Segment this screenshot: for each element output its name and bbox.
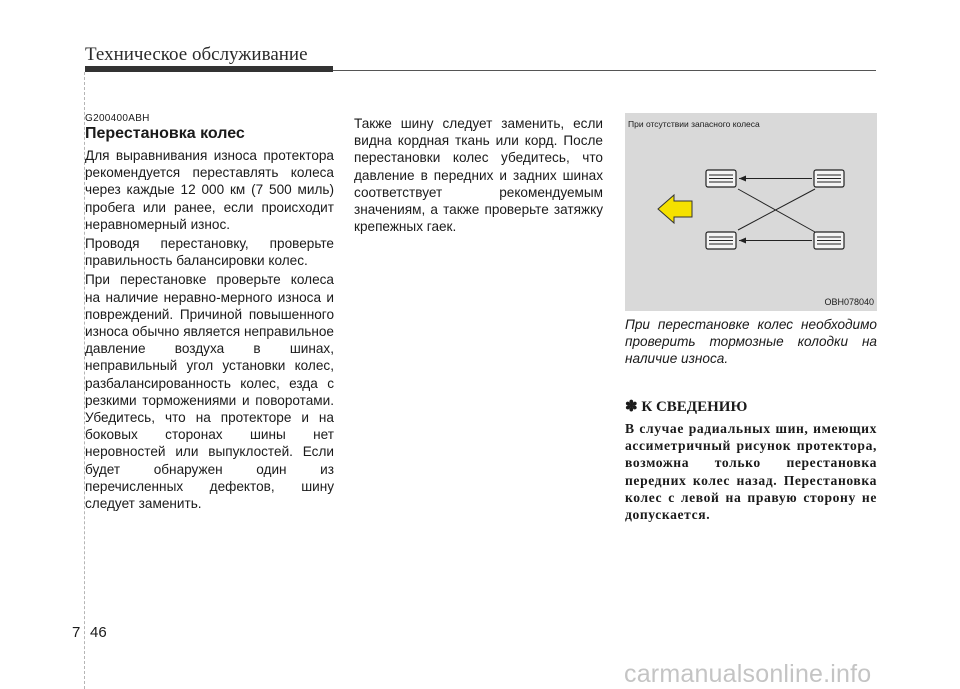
- header-line: [333, 70, 876, 71]
- tire-front-left-icon: [706, 170, 736, 187]
- paragraph: Также шину следует заменить, если видна кордная ткань или корд. После перестановки колес убедитесь, что давление в передних и задних шинах соответствует рекомендуемым значениям, а также проверьте затяжку крепежных гаек.: [354, 116, 603, 235]
- figure: [625, 113, 877, 311]
- caution-title: ✽ К СВЕДЕНИЮ: [625, 399, 748, 415]
- tire-rear-left-icon: [706, 232, 736, 249]
- paragraph: При перестановке проверьте колеса на наличие неравно-мерного износа и повреждений. Причиной повышенного износа обычно является неправильное давление воздуха в шинах, неправильный угол установки колес, разбалансированность колес, езда с резкими торможениями и поворотами. Убедитесь, что на протекторе и на боковых сторонах шины нет неровностей или выпуклостей. Если будет обнаружен один из перечисленных дефектов, шину следует заменить.: [85, 272, 334, 512]
- tire-front-right-icon: [814, 170, 844, 187]
- figure-code: OBH078040: [824, 297, 874, 307]
- page-number: 46: [90, 624, 107, 641]
- section-code: G200400ABH: [85, 113, 150, 124]
- column-2: [354, 115, 603, 237]
- tire-rear-right-icon: [814, 232, 844, 249]
- watermark: carmanualsonline.info: [624, 660, 872, 688]
- column-1: [85, 147, 334, 514]
- paragraph: Для выравнивания износа протектора рекомендуется переставлять колеса через каждые 12 000 км (7 500 миль) пробега или ранее, если происходит неравномерный износ.: [85, 148, 334, 232]
- figure-note: При перестановке колес необходимо проверить тормозные колодки на наличие износа.: [625, 317, 877, 367]
- forward-direction-arrow-icon: [658, 195, 692, 223]
- section-title: Перестановка колес: [85, 125, 245, 142]
- header-title: Техническое обслуживание: [85, 44, 308, 65]
- header-bar: [85, 66, 333, 72]
- figure-caption: При отсутствии запасного колеса: [628, 119, 760, 129]
- paragraph: Проводя перестановку, проверьте правильность балансировки колес.: [85, 236, 334, 269]
- caution-text: В случае радиальных шин, имеющих ассиметричный рисунок протектора, возможна только перестановка передних колес назад. Перестановка колес с левой на правую сторону не допускается.: [625, 421, 877, 523]
- page-chapter: 7: [72, 624, 81, 641]
- tire-rotation-diagram: [625, 113, 877, 311]
